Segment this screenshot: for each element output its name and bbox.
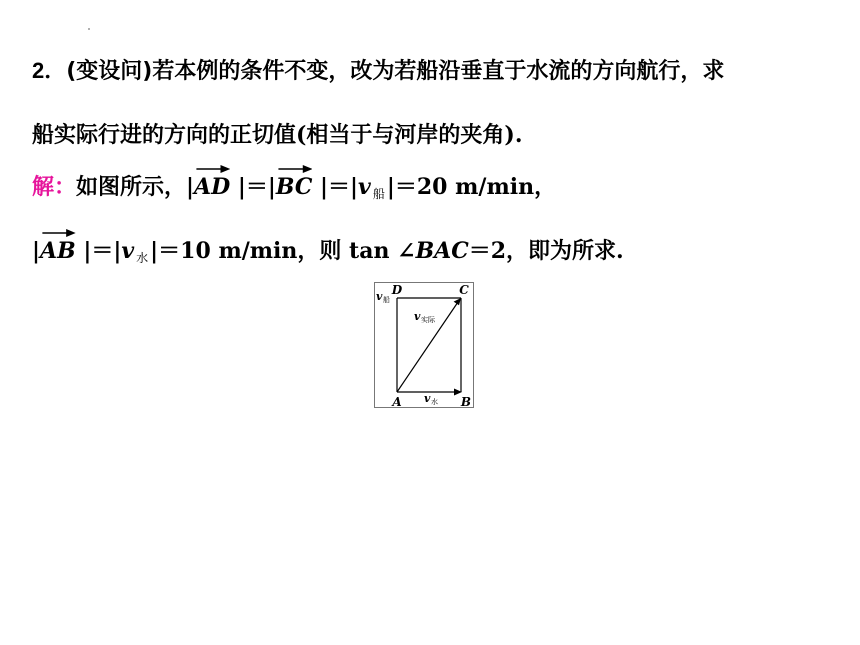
vector-ad [194,172,230,202]
boat-subscript: 船 [372,187,385,201]
label-d: D [391,283,403,297]
problem-text-1: 若本例的条件不变，改为若船沿垂直于水流的方向航行，求 [152,58,725,84]
label-v-actual: v [414,310,421,323]
velocity-symbol: v [358,174,371,200]
problem-line-1 [32,56,724,87]
vector-label: BC [275,174,313,200]
solution-line-1 [32,172,556,205]
label-c: C [459,283,469,297]
solution-line-2 [32,236,624,269]
vector-diagram [374,282,474,408]
vector-label: AB [40,238,76,264]
problem-tag: (变设问) [66,59,153,84]
label-v-boat: v [376,290,383,303]
decorative-dot [88,28,90,30]
solution-text: ＝2，即为所求. [468,238,624,264]
angle-name: BAC [415,238,469,264]
vector-bc [276,172,313,202]
label-v-boat-sub: 船 [383,296,390,304]
label-a: A [392,395,402,408]
solution-text: | [32,238,41,264]
label-v-water: v [424,392,431,405]
vector-ab [40,236,76,266]
solution-text: |＝| [75,238,122,264]
problem-text-2: 船实际行进的方向的正切值(相当于与河岸的夹角). [32,122,523,148]
problem-line-2 [32,120,522,150]
vector-arrow-icon [194,164,230,174]
solution-text: |＝10 m/min，则 tan ∠ [150,238,416,264]
solution-text: |＝20 m/min， [386,174,557,200]
vector-arrow-icon [40,228,76,238]
velocity-symbol: v [121,238,135,264]
water-subscript: 水 [136,251,149,265]
solution-text: 如图所示，| [76,174,195,200]
solution-text: |＝| [230,174,276,200]
solution-label: 解： [32,175,77,200]
label-v-water-sub: 水 [431,398,438,406]
solution-text: |＝| [312,174,359,200]
label-b: B [460,395,472,408]
problem-number: 2． [32,58,67,83]
label-v-actual-sub: 实际 [421,316,435,324]
vector-label: AD [194,174,231,200]
vector-arrow-icon [276,164,313,174]
